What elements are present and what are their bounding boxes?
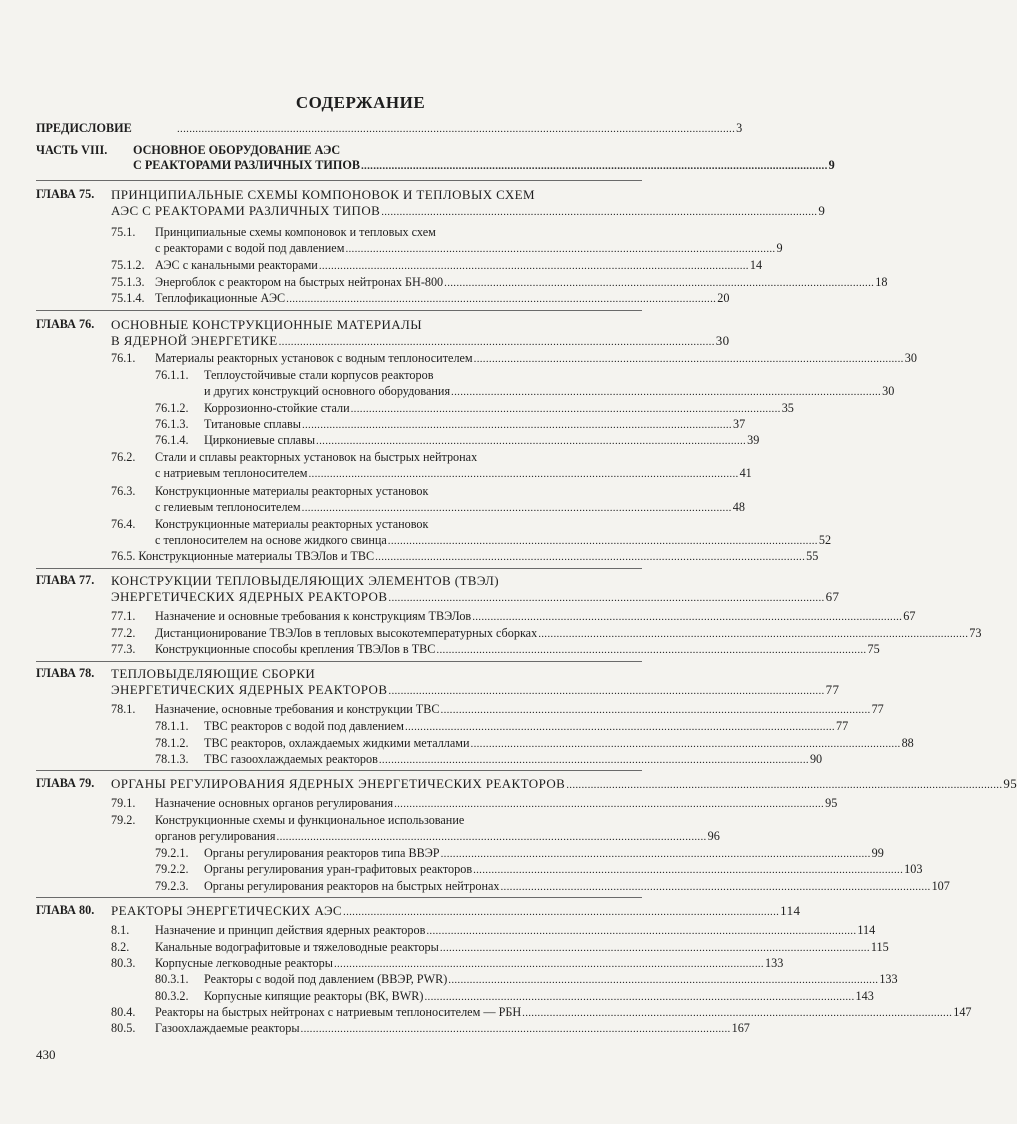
section-number: 77.2. — [111, 626, 136, 640]
section-number: 76.3. — [111, 484, 136, 498]
toc-entry[interactable] — [204, 862, 923, 878]
toc-entry[interactable] — [204, 846, 884, 862]
section-title: Циркониевые сплавы — [204, 433, 316, 447]
leader-dots: ............................................................................................................................................. — [350, 403, 781, 415]
page-number: 30 — [904, 351, 917, 365]
chapter-title-line2: ЭНЕРГЕТИЧЕСКИХ ЯДЕРНЫХ РЕАКТОРОВ — [111, 682, 388, 697]
page-number: 9 — [818, 203, 826, 218]
section-title: Назначение основных органов регулирования — [155, 796, 394, 810]
section-number: 76.2. — [111, 450, 136, 464]
page-folio: 430 — [36, 1047, 56, 1062]
page-number: 115 — [870, 940, 889, 954]
leader-dots: ............................................................................................................................................. — [448, 974, 879, 986]
page-number: 30 — [715, 333, 730, 348]
page-number: 73 — [969, 626, 982, 640]
section-title-line1: Стали и сплавы реакторных установок на быстрых нейтронах — [155, 450, 478, 464]
section-title: ТВС реакторов, охлаждаемых жидкими металлами — [204, 736, 470, 750]
divider — [36, 180, 642, 181]
toc-entry-ch78[interactable] — [111, 682, 840, 699]
leader-dots: ............................................................................................................................................. — [301, 502, 732, 514]
leader-dots: ............................................................................................................................................. — [470, 738, 901, 750]
toc-entry[interactable] — [204, 719, 849, 735]
toc-entry-preface[interactable] — [176, 121, 743, 137]
page-number: 39 — [747, 433, 760, 447]
section-number: 8.1. — [111, 923, 130, 937]
section-title-line2: органов регулирования — [155, 829, 276, 843]
section-title-line1: Принципиальные схемы компоновок и тепловых схем — [155, 225, 436, 239]
section-number: 8.2. — [111, 940, 130, 954]
leader-dots: ............................................................................................................................................. — [333, 958, 764, 970]
section-number: 77.3. — [111, 642, 136, 656]
section-number: 75.1.2. — [111, 258, 145, 272]
page-number: 133 — [765, 956, 784, 970]
toc-entry[interactable] — [155, 609, 916, 625]
leader-dots: ............................................................................................................................................. — [394, 798, 825, 810]
toc-entry[interactable] — [155, 258, 763, 274]
toc-entry[interactable] — [155, 291, 730, 307]
leader-dots: ............................................................................................................................................. — [522, 1007, 953, 1019]
page-number: 114 — [857, 923, 876, 937]
page-number: 9 — [776, 241, 783, 255]
page-number: 18 — [875, 275, 888, 289]
section-title: Назначение и принцип действия ядерных реакторов — [155, 923, 426, 937]
chapter-title: РЕАКТОРЫ ЭНЕРГЕТИЧЕСКИХ АЭС — [111, 903, 343, 918]
chapter-title-line2: ЭНЕРГЕТИЧЕСКИХ ЯДЕРНЫХ РЕАКТОРОВ — [111, 589, 388, 604]
section-number: 76.1.2. — [155, 401, 189, 415]
toc-entry[interactable] — [111, 549, 819, 565]
leader-dots: ............................................................................................................................................. — [500, 881, 931, 893]
leader-dots: ............................................................................................................................................... — [381, 206, 818, 218]
section-number: 80.3. — [111, 956, 136, 970]
section-title-line1: Конструкционные материалы реакторных установок — [155, 484, 429, 498]
section-number: 79.1. — [111, 796, 136, 810]
page-number: 55 — [806, 549, 819, 563]
page-number: 99 — [871, 846, 884, 860]
page-number: 35 — [781, 401, 794, 415]
toc-entry[interactable] — [204, 989, 874, 1005]
leader-dots: ............................................................................................................................................. — [286, 293, 717, 305]
toc-entry[interactable] — [155, 500, 745, 516]
leader-dots: ............................................................................................................................................. — [276, 831, 707, 843]
chapter-title-line2: В ЯДЕРНОЙ ЭНЕРГЕТИКЕ — [111, 333, 278, 348]
leader-dots: ............................................................................................................................................. — [440, 704, 871, 716]
section-number: 80.3.2. — [155, 989, 189, 1003]
section-number: 77.1. — [111, 609, 136, 623]
leader-dots: ............................................................................................................................................. — [308, 468, 739, 480]
leader-dots: ............................................................................................................................................. — [316, 435, 747, 447]
chapter-title-line1: КОНСТРУКЦИИ ТЕПЛОВЫДЕЛЯЮЩИХ ЭЛЕМЕНТОВ (ТВЭЛ) — [111, 573, 499, 588]
page-number: 107 — [931, 879, 950, 893]
part-title-line1: ОСНОВНОЕ ОБОРУДОВАНИЕ АЭС — [133, 143, 341, 157]
section-number: 79.2. — [111, 813, 136, 827]
toc-entry-ch80[interactable] — [111, 903, 801, 920]
chapter-title: ОРГАНЫ РЕГУЛИРОВАНИЯ ЯДЕРНЫХ ЭНЕРГЕТИЧЕСКИХ РЕАКТОРОВ — [111, 776, 566, 791]
section-title: Энергоблок с реактором на быстрых нейтронах БН-800 — [155, 275, 444, 289]
chapter-title-line1: ТЕПЛОВЫДЕЛЯЮЩИЕ СБОРКИ — [111, 666, 316, 681]
section-number: 75.1.3. — [111, 275, 145, 289]
page-number: 96 — [707, 829, 720, 843]
leader-dots: ............................................................................................................................................. — [451, 386, 882, 398]
page-number: 147 — [953, 1005, 972, 1019]
leader-dots: ............................................................................................................................................. — [345, 243, 776, 255]
divider — [36, 770, 642, 771]
leader-dots: ............................................................................................................................................. — [473, 864, 904, 876]
section-number: 78.1.3. — [155, 752, 189, 766]
leader-dots: ............................................................................................................................................... — [388, 592, 825, 604]
leader-dots: ............................................................................................................................................. — [301, 419, 732, 431]
leader-dots: ............................................................................................................................................. — [439, 942, 870, 954]
section-title: Реакторы с водой под давлением (ВВЭР, PWR) — [204, 972, 448, 986]
toc-entry[interactable] — [204, 879, 950, 895]
section-title: Конструкционные способы крепления ТВЭЛов в ТВС — [155, 642, 436, 656]
page-number: 143 — [855, 989, 874, 1003]
section-title-line2: с теплоносителем на основе жидкого свинца — [155, 533, 387, 547]
preface-label: ПРЕДИСЛОВИЕ — [36, 121, 132, 135]
section-number: 79.2.2. — [155, 862, 189, 876]
section-title: Органы регулирования реакторов типа ВВЭР — [204, 846, 440, 860]
divider — [36, 661, 642, 662]
page-number: 37 — [733, 417, 746, 431]
page-number: 67 — [903, 609, 916, 623]
toc-entry[interactable] — [204, 384, 895, 400]
section-title-line1: Конструкционные схемы и функциональное использование — [155, 813, 465, 827]
section-title: АЭС с канальными реакторами — [155, 258, 318, 272]
leader-dots: ....................................................................................................................................................................................... — [177, 123, 736, 135]
toc-entry-ch75[interactable] — [111, 203, 826, 220]
page-number: 95 — [825, 796, 838, 810]
toc-entry[interactable] — [155, 829, 720, 845]
section-number: 76.1.1. — [155, 368, 189, 382]
toc-entry-ch77[interactable] — [111, 589, 840, 606]
toc-entry[interactable] — [204, 736, 914, 752]
section-title: Органы регулирования уран-графитовых реакторов — [204, 862, 473, 876]
leader-dots: ......................................................................................................................................................... — [361, 160, 828, 172]
toc-entry[interactable] — [204, 433, 760, 449]
toc-entry[interactable] — [155, 626, 982, 642]
section-number: 80.3.1. — [155, 972, 189, 986]
chapter-label: ГЛАВА 78. — [36, 666, 95, 680]
toc-entry[interactable] — [155, 533, 832, 549]
section-title: ТВС реакторов с водой под давлением — [204, 719, 404, 733]
toc-entry[interactable] — [155, 275, 888, 291]
leader-dots: ............................................................................................................................................. — [444, 277, 875, 289]
chapter-title-line2: АЭС С РЕАКТОРАМИ РАЗЛИЧНЫХ ТИПОВ — [111, 203, 381, 218]
section-title: Корпусные легководные реакторы — [155, 956, 333, 970]
chapter-label: ГЛАВА 79. — [36, 776, 95, 790]
toc-entry-ch76[interactable] — [111, 333, 730, 350]
toc-entry[interactable] — [204, 417, 746, 433]
section-number: 76.4. — [111, 517, 136, 531]
section-number: 78.1.2. — [155, 736, 189, 750]
section-title-line1: Теплоустойчивые стали корпусов реакторов — [204, 368, 434, 382]
page-number: 52 — [818, 533, 832, 547]
page-number: 30 — [882, 384, 895, 398]
toc-entry[interactable] — [155, 940, 889, 956]
section-title: Теплофикационные АЭС — [155, 291, 286, 305]
section-title: Реакторы на быстрых нейтронах с натриевым теплоносителем — РБН — [155, 1005, 522, 1019]
toc-entry[interactable] — [155, 702, 884, 718]
page-number: 48 — [732, 500, 745, 514]
section-title-line2: с реакторами с водой под давлением — [155, 241, 345, 255]
toc-entry[interactable] — [155, 923, 876, 939]
toc-entry[interactable] — [204, 752, 823, 768]
chapter-label: ГЛАВА 80. — [36, 903, 95, 917]
page-number: 77 — [871, 702, 884, 716]
toc-entry[interactable] — [155, 956, 784, 972]
toc-entry-part[interactable] — [133, 158, 835, 174]
page-number: 95 — [1003, 776, 1017, 791]
leader-dots: ............................................................................................................................................... — [278, 336, 715, 348]
page-number: 75 — [867, 642, 880, 656]
leader-dots: ............................................................................................................................................... — [343, 906, 780, 918]
section-title-line2: с натриевым теплоносителем — [155, 466, 308, 480]
section-title-line1: Конструкционные материалы реакторных установок — [155, 517, 429, 531]
part-label: ЧАСТЬ VIII. — [36, 143, 108, 157]
toc-entry[interactable] — [155, 796, 838, 812]
page-number: 167 — [731, 1021, 750, 1035]
section-number: 79.2.3. — [155, 879, 189, 893]
leader-dots: ............................................................................................................................................. — [473, 353, 904, 365]
chapter-label: ГЛАВА 76. — [36, 317, 95, 331]
section-title: 76.5. Конструкционные материалы ТВЭЛов и ТВС — [111, 549, 375, 563]
page-number: 9 — [828, 158, 835, 172]
section-title-line2: с гелиевым теплоносителем — [155, 500, 301, 514]
part-title-line2: С РЕАКТОРАМИ РАЗЛИЧНЫХ ТИПОВ — [133, 158, 360, 172]
toc-entry[interactable] — [155, 1005, 972, 1021]
leader-dots: ............................................................................................................................................. — [426, 925, 857, 937]
page-number: 90 — [809, 752, 823, 766]
page-number: 103 — [904, 862, 923, 876]
leader-dots: ............................................................................................................................................. — [404, 721, 835, 733]
leader-dots: ............................................................................................................................................. — [318, 260, 749, 272]
section-title-line2: и других конструкций основного оборудования — [204, 384, 451, 398]
page-number: 77 — [825, 682, 840, 697]
chapter-label: ГЛАВА 75. — [36, 187, 95, 201]
divider — [36, 310, 642, 311]
page-number: 3 — [736, 121, 743, 135]
divider — [36, 568, 642, 569]
section-title: Органы регулирования реакторов на быстрых нейтронах — [204, 879, 500, 893]
toc-entry[interactable] — [155, 241, 783, 257]
section-title: Коррозионно-стойкие стали — [204, 401, 350, 415]
leader-dots: ............................................................................................................................................. — [538, 628, 969, 640]
leader-dots: ............................................................................................................................................... — [566, 779, 1003, 791]
section-number: 80.4. — [111, 1005, 136, 1019]
section-number: 76.1.4. — [155, 433, 189, 447]
leader-dots: ............................................................................................................................................. — [424, 991, 855, 1003]
section-number: 78.1. — [111, 702, 136, 716]
section-title: Материалы реакторных установок с водным теплоносителем — [155, 351, 473, 365]
leader-dots: ............................................................................................................................................. — [436, 644, 867, 656]
page-number: 133 — [879, 972, 898, 986]
page-number: 88 — [901, 736, 914, 750]
page-number: 77 — [836, 719, 849, 733]
chapter-title-line1: ОСНОВНЫЕ КОНСТРУКЦИОННЫЕ МАТЕРИАЛЫ — [111, 317, 423, 332]
section-number: 76.1.3. — [155, 417, 189, 431]
toc-entry[interactable] — [155, 642, 880, 658]
section-title: Канальные водографитовые и тяжеловодные реакторы — [155, 940, 439, 954]
section-title: ТВС газоохлаждаемых реакторов — [204, 752, 378, 766]
section-title: Дистанционирование ТВЭЛов в тепловых высокотемпературных сборках — [155, 626, 538, 640]
chapter-label: ГЛАВА 77. — [36, 573, 95, 587]
section-title: Титановые сплавы — [204, 417, 301, 431]
toc-entry[interactable] — [155, 1021, 750, 1037]
section-title: Назначение, основные требования и конструкции ТВС — [155, 702, 440, 716]
section-title: Назначение и основные требования к конструкциям ТВЭЛов — [155, 609, 472, 623]
toc-entry[interactable] — [155, 351, 917, 367]
section-number: 78.1.1. — [155, 719, 189, 733]
leader-dots: ............................................................................................................................................. — [387, 535, 818, 547]
section-number: 75.1.4. — [111, 291, 145, 305]
page-number: 20 — [717, 291, 730, 305]
toc-entry[interactable] — [204, 972, 898, 988]
leader-dots: ............................................................................................................................................. — [440, 848, 871, 860]
section-number: 75.1. — [111, 225, 136, 239]
leader-dots: ............................................................................................................................................. — [378, 754, 809, 766]
toc-entry[interactable] — [204, 401, 794, 417]
section-title: Корпусные кипящие реакторы (ВК, BWR) — [204, 989, 424, 1003]
page-title: СОДЕРЖАНИЕ — [295, 93, 426, 112]
section-number: 76.1. — [111, 351, 136, 365]
section-number: 80.5. — [111, 1021, 136, 1035]
page-number: 41 — [739, 466, 752, 480]
divider — [36, 897, 642, 898]
leader-dots: ............................................................................................................................................... — [388, 685, 825, 697]
chapter-title-line1: ПРИНЦИПИАЛЬНЫЕ СХЕМЫ КОМПОНОВОК И ТЕПЛОВЫХ СХЕМ — [111, 187, 535, 202]
leader-dots: ............................................................................................................................................. — [375, 551, 806, 563]
page-number: 14 — [749, 258, 763, 272]
toc-entry[interactable] — [155, 466, 752, 482]
leader-dots: ............................................................................................................................................. — [472, 611, 903, 623]
page-number: 67 — [825, 589, 840, 604]
leader-dots: ............................................................................................................................................. — [300, 1023, 731, 1035]
section-title: Газоохлаждаемые реакторы — [155, 1021, 300, 1035]
section-number: 79.2.1. — [155, 846, 189, 860]
page-number: 114 — [780, 903, 801, 918]
toc-entry-ch79[interactable] — [111, 776, 1017, 793]
